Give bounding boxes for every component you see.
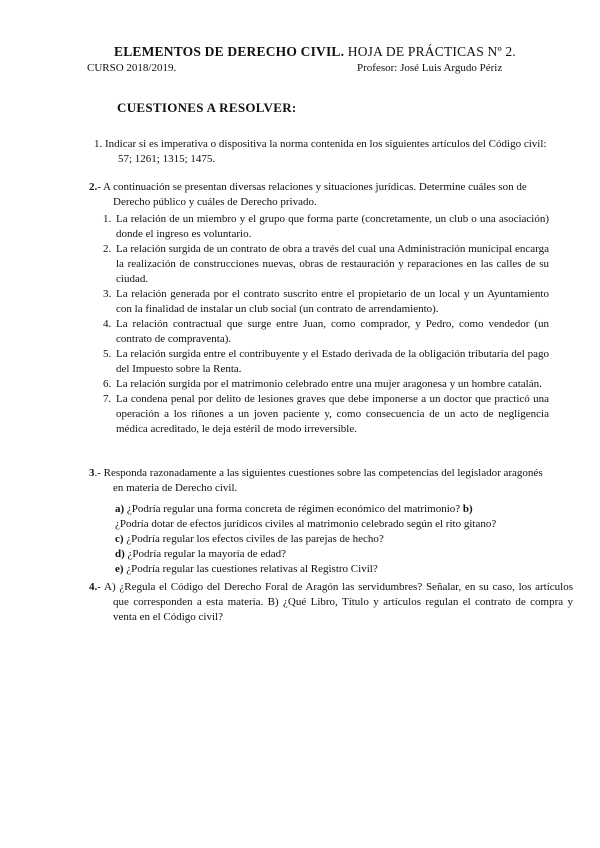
question-4-text: - A) ¿Regula el Código del Derecho Foral de Aragón las servidumbres? Señalar, en su caso, los artículos que corresponden a esta materia. B) ¿Qué Libro, Título y artículos regulan el contrato de compra y venta en el Código civil? <box>97 581 573 623</box>
question-3 <box>89 466 549 577</box>
title-rest: HOJA DE PRÁCTICAS Nº 2. <box>344 44 516 59</box>
list-item-letter: b) <box>462 503 473 515</box>
question-1-number: 1. <box>94 138 103 150</box>
list-item-text: La relación de un miembro y el grupo que forma parte (concretamente, un club o una asociación) donde el ingreso es voluntario. <box>116 213 549 240</box>
list-item-number: 5. <box>103 348 112 360</box>
list-item-number: 2. <box>103 243 112 255</box>
list-item-text: ¿Podría regular la mayoría de edad? <box>124 548 287 560</box>
list-item-letter: c) <box>115 533 124 545</box>
list-item-text: La relación contractual que surge entre Juan, como comprador, y Pedro, como vendedor (un contrato de compraventa). <box>116 318 549 345</box>
list-item <box>89 212 549 242</box>
list-item <box>89 392 549 437</box>
question-2-intro-text: - A continuación se presentan diversas relaciones y situaciones jurídicas. Determine cuáles son de Derecho público y cuáles de Derecho privado. <box>97 181 527 208</box>
question-3-intro <box>89 466 549 496</box>
list-item <box>115 517 549 532</box>
question-2-number: 2. <box>89 181 98 193</box>
list-item <box>89 317 549 347</box>
list-item-number: 1. <box>103 213 112 225</box>
question-4-number: 4. <box>89 581 98 593</box>
list-item-letter: d) <box>115 548 125 560</box>
list-item-number: 7. <box>103 393 112 405</box>
document-title <box>114 44 574 60</box>
section-heading: CUESTIONES A RESOLVER: <box>117 100 297 115</box>
list-item-text: ¿Podría regular las cuestiones relativas al Registro Civil? <box>123 563 378 575</box>
list-item <box>115 562 549 577</box>
question-2 <box>89 180 549 437</box>
list-item-number: 6. <box>103 378 112 390</box>
question-1-text: Indicar si es imperativa o dispositiva la norma contenida en los siguientes artículos del Código civil: 57; 1261; 1315; 1475. <box>105 138 547 165</box>
question-1 <box>94 137 558 167</box>
list-item-text: La relación surgida de un contrato de obra a través del cual una Administración municipal encarga la realización de construcciones nuevas, obras de restauración y reparaciones en las calles de su ciudad. <box>116 243 549 285</box>
list-item <box>115 532 549 547</box>
list-item-number: 3. <box>103 288 112 300</box>
list-item-number: 4. <box>103 318 112 330</box>
question-4 <box>89 580 573 625</box>
list-item-text: ¿Podría dotar de efectos jurídicos civiles al matrimonio celebrado según el rito gitano? <box>115 518 497 530</box>
question-2-list <box>89 212 549 437</box>
list-item-text: La condena penal por delito de lesiones graves que debe imponerse a un doctor que practicó una operación a los riñones a un joven paciente y, como consecuencia de un acto de negligencia médica acreditado, le deja estéril de modo irreversible. <box>116 393 549 435</box>
list-item-text: La relación surgida por el matrimonio celebrado entre una mujer aragonesa y un hombre catalán. <box>116 378 542 390</box>
professor-label: Profesor: José Luis Argudo Périz <box>357 62 503 74</box>
list-item <box>89 377 549 392</box>
list-item <box>115 547 549 562</box>
list-item-letter: a) <box>115 503 125 515</box>
title-bold: ELEMENTOS DE DERECHO CIVIL. <box>114 44 345 59</box>
question-3-intro-text: .- Responda razonadamente a las siguientes cuestiones sobre las competencias del legislador aragonés en materia de Derecho civil. <box>94 467 543 494</box>
list-item <box>89 242 549 287</box>
question-3-number: 3 <box>89 467 95 479</box>
list-item-text: ¿Podría regular los efectos civiles de las parejas de hecho? <box>123 533 384 545</box>
question-3-list <box>115 502 549 577</box>
list-item-letter: e) <box>115 563 124 575</box>
list-item <box>115 502 549 517</box>
course-label: CURSO 2018/2019. <box>87 62 177 74</box>
list-item-text: La relación surgida entre el contribuyente y el Estado derivada de la obligación tributaria del pago del Impuesto sobre la Renta. <box>116 348 549 375</box>
list-item <box>89 287 549 317</box>
question-2-intro <box>89 180 549 210</box>
list-item-text: ¿Podría regular una forma concreta de régimen económico del matrimonio? <box>124 503 463 515</box>
list-item <box>89 347 549 377</box>
list-item-text: La relación generada por el contrato suscrito entre el propietario de un local y un Ayuntamiento con la finalidad de instalar un club social (un contrato de arrendamiento). <box>116 288 549 315</box>
